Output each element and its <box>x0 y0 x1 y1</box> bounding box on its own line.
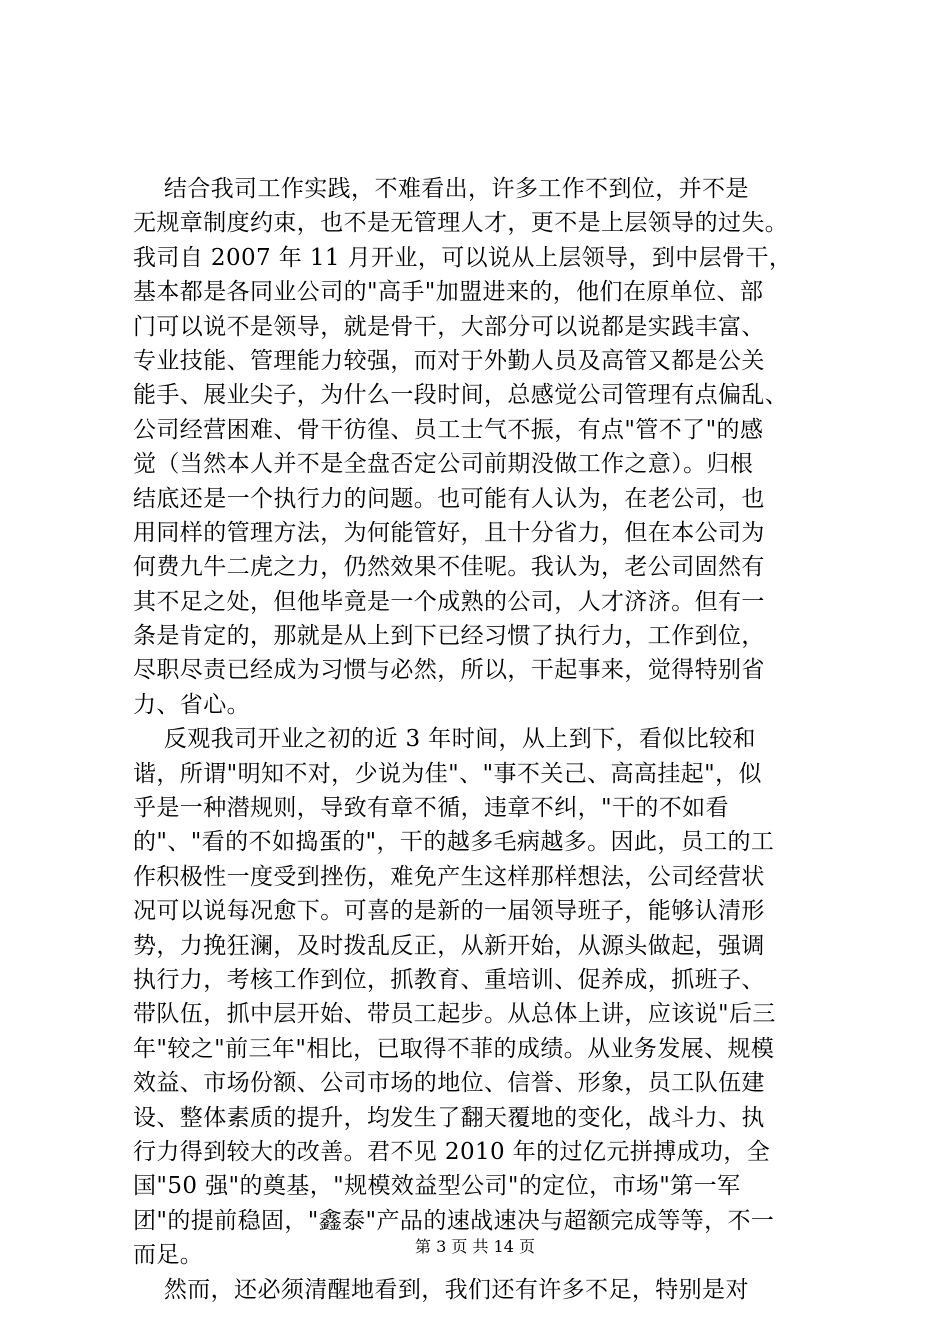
text-line: 行力得到较大的改善。君不见 2010 年的过亿元拼搏成功，全 <box>133 1138 771 1165</box>
text-line: 其不足之处，但他毕竟是一个成熟的公司，人才济济。但有一 <box>133 588 765 615</box>
text-line: 国"50 强"的奠基，"规模效益型公司"的定位，市场"第一军 <box>133 1173 741 1200</box>
text-line: 公司经营困难、骨干彷徨、员工士气不振，有点"管不了"的感 <box>133 416 764 443</box>
text-line: 门可以说不是领导，就是骨干，大部分可以说都是实践丰富、 <box>133 313 765 340</box>
text-line: 作积极性一度受到挫伤，难免产生这样那样想法，公司经营状 <box>133 863 765 890</box>
text-line: 我司自 2007 年 11 月开业，可以说从上层领导，到中层骨干， <box>133 244 793 271</box>
text-line: 谐，所谓"明知不对，少说为佳"、"事不关己、高高挂起"，似 <box>133 760 762 787</box>
text-line: 反观我司开业之初的近 3 年时间，从上到下，看似比较和 <box>133 726 756 753</box>
text-line: 基本都是各同业公司的"高手"加盟进来的，他们在原单位、部 <box>133 279 764 306</box>
text-line: 带队伍，抓中层开始、带员工起步。从总体上讲，应该说"后三 <box>133 1001 776 1028</box>
text-line: 尽职尽责已经成为习惯与必然，所以，干起事来，觉得特别省 <box>133 657 765 684</box>
text-line: 设、整体素质的提升，均发生了翻天覆地的变化，战斗力、执 <box>133 1104 765 1131</box>
text-line: 用同样的管理方法，为何能管好，且十分省力，但在本公司为 <box>133 519 765 546</box>
text-line: 的"、"看的不如捣蛋的"，干的越多毛病越多。因此，员工的工 <box>133 829 775 856</box>
text-line: 势，力挽狂澜，及时拨乱反正，从新开始，从源头做起，强调 <box>133 932 765 959</box>
page-number-footer: 第 3 页 共 14 页 <box>415 1237 535 1256</box>
text-line: 无规章制度约束，也不是无管理人才，更不是上层领导的过失。 <box>133 210 789 237</box>
text-line: 结合我司工作实践，不难看出，许多工作不到位，并不是 <box>133 176 749 202</box>
text-line: 执行力，考核工作到位，抓教育、重培训、促养成，抓班子、 <box>133 966 765 993</box>
text-line: 而足。 <box>133 1242 204 1269</box>
text-line: 团"的提前稳固，"鑫泰"产品的速战速决与超额完成等等，不一 <box>133 1207 775 1234</box>
text-line: 条是肯定的，那就是从上到下已经习惯了执行力，工作到位， <box>133 623 765 650</box>
text-line: 能手、展业尖子，为什么一段时间，总感觉公司管理有点偏乱、 <box>133 382 789 409</box>
text-line: 况可以说每况愈下。可喜的是新的一届领导班子，能够认清形 <box>133 898 765 925</box>
text-line: 力、省心。 <box>133 691 250 718</box>
text-line: 效益、市场份额、公司市场的地位、信誉、形象，员工队伍建 <box>133 1070 765 1097</box>
text-line: 觉（当然本人并不是全盘否定公司前期没做工作之意）。归根 <box>133 451 754 478</box>
text-line: 然而，还必须清醒地看到，我们还有许多不足，特别是对 <box>133 1276 749 1303</box>
text-line: 年"较之"前三年"相比，已取得不菲的成绩。从业务发展、规模 <box>133 1035 775 1062</box>
text-line: 乎是一种潜规则，导致有章不循，违章不纠，"干的不如看 <box>133 795 729 822</box>
text-line: 专业技能、管理能力较强，而对于外勤人员及高管又都是公关 <box>133 347 765 374</box>
text-line: 结底还是一个执行力的问题。也可能有人认为，在老公司，也 <box>133 485 765 512</box>
text-line: 何费九牛二虎之力，仍然效果不佳呢。我认为，老公司固然有 <box>133 554 765 581</box>
body-text <box>133 172 833 1307</box>
